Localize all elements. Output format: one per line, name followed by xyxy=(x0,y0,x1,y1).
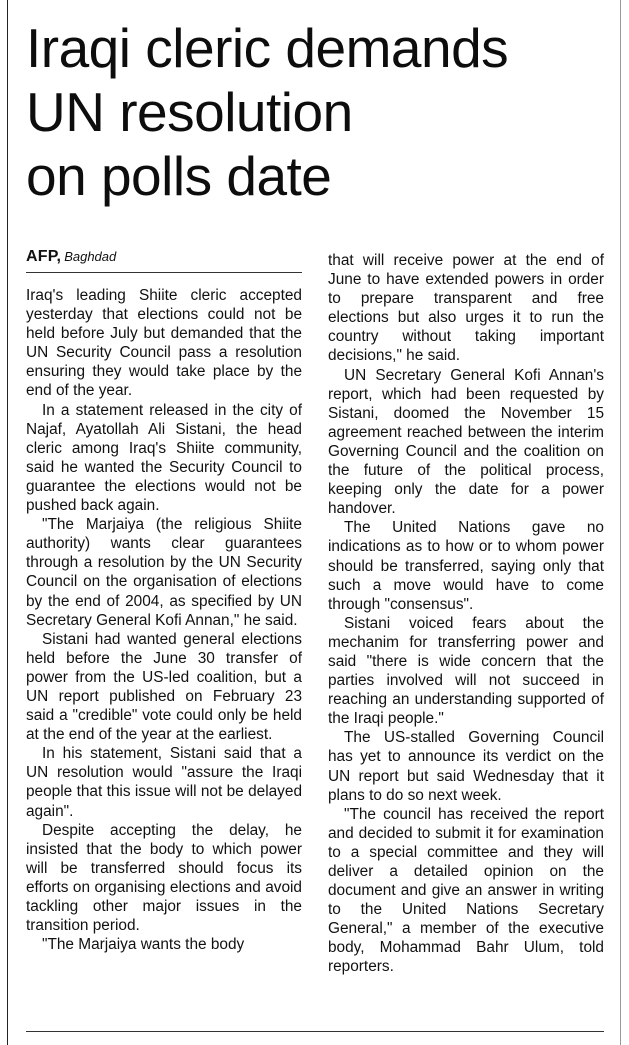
article-paragraph: The United Nations gave no indications as to how or to whom power should be transferred, saying only that such a move would have to come through "consensus". xyxy=(328,519,604,613)
byline-place: Baghdad xyxy=(64,249,117,264)
article-paragraph: Sistani had wanted general elections held before the June 30 transfer of power from the US-led coalition, but a UN report published on February 23 said a "credible" vote could only be held at the end of the year at the earliest. xyxy=(26,630,302,744)
article-paragraph: "The Marjaiya wants the body xyxy=(42,936,245,954)
byline xyxy=(26,247,302,273)
page-right-border xyxy=(620,0,621,1045)
article-paragraph: UN Secretary General Kofi Annan's report, which had been requested by Sistani, doomed the November 15 agreement reached between the interim Governing Council and the coalition on the future of the political process, keeping only the date for a power handover. xyxy=(328,366,604,518)
page-left-border xyxy=(7,0,8,1045)
byline-agency: AFP, xyxy=(26,248,62,265)
article-paragraph: The US-stalled Governing Council has yet to announce its verdict on the UN report but said Wednesday that it plans to do so next week. xyxy=(328,729,604,804)
article-paragraph: "The council has received the report and decided to submit it for examination to a special committee and they will deliver a detailed opinion on the document and give an answer in writing to the United Nations Secretary General," a member of the executive body, Mohammad Bahr Ulum, told reporters. xyxy=(328,805,604,976)
headline-line-1: Iraqi cleric demands xyxy=(26,17,509,79)
article-paragraph: that will receive power at the end of June to have extended powers in order to prepare transparent and free elections but also urges it to run the country without taking important decisions," he said. xyxy=(328,252,604,365)
article-paragraph: In his statement, Sistani said that a UN resolution would "assure the Iraqi people that this issue will not be delayed again". xyxy=(26,745,302,820)
article-column-left xyxy=(26,247,302,954)
article-paragraph: In a statement released in the city of Najaf, Ayatollah Ali Sistani, the head cleric among Iraq's Shiite community, said he wanted the Security Council to guarantee the elections would not be pushed back again. xyxy=(26,401,302,515)
article-paragraph: Sistani voiced fears about the mechanim for transferring power and said "there is wide concern that the parties involved will not succeed in reaching an understanding supported of the Iraqi people." xyxy=(328,614,604,728)
headline xyxy=(26,16,616,208)
headline-line-2: UN resolution xyxy=(26,81,353,143)
bottom-divider xyxy=(26,1031,604,1032)
article-paragraph: "The Marjaiya (the religious Shiite authority) wants clear guarantees through a resolution by the UN Security Council on the organisation of elections by the end of 2004, as specified by UN Secretary General Kofi Annan," he said. xyxy=(26,516,302,629)
article-paragraph: Iraq's leading Shiite cleric accepted yesterday that elections could not be held before July but demanded that the UN Security Council pass a resolution ensuring they would take place by the end of the year. xyxy=(26,287,302,400)
headline-line-3: on polls date xyxy=(26,145,332,207)
article-paragraph: Despite accepting the delay, he insisted that the body to which power will be transferred should focus its efforts on organising elections and avoid tackling other major issues in the transition period. xyxy=(26,821,302,935)
article-column-right xyxy=(328,251,604,977)
